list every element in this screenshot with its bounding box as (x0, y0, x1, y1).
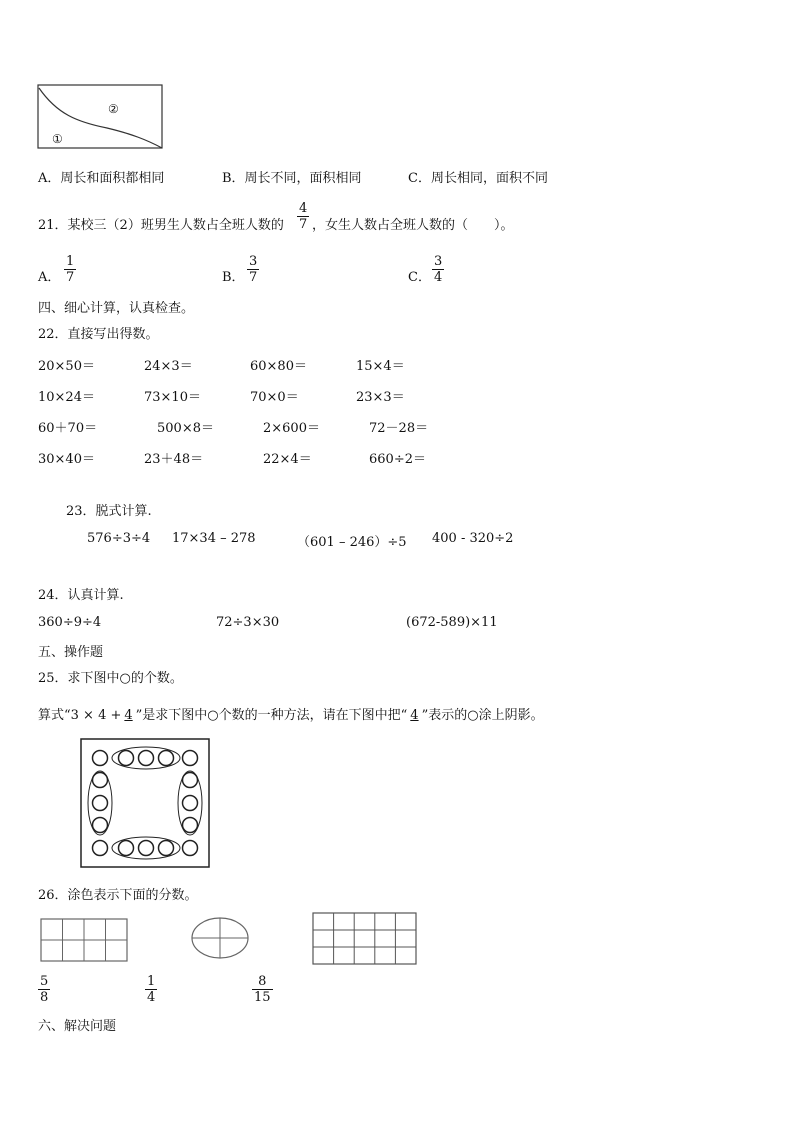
q22-item: 24×3＝ (144, 359, 193, 374)
q22-item: 20×50＝ (38, 359, 95, 374)
q22-item: 2×600＝ (263, 421, 320, 436)
q22-item: 23＋48＝ (144, 452, 204, 467)
q21-option-a-fraction (64, 254, 76, 285)
q22-title: 22．直接写出得数。 (38, 327, 159, 342)
q21-option-b-label: B． (222, 270, 245, 285)
q26-title: 26．涂色表示下面的分数。 (38, 888, 198, 903)
q20-region-2-label: ② (108, 102, 119, 116)
q22-item: 60＋70＝ (38, 421, 98, 436)
q20-option-b: B．周长不同，面积相同 (222, 171, 362, 186)
q23-item: 17×34 – 278 (172, 531, 256, 546)
q21-stem-fraction (297, 201, 309, 232)
q25-underlined-value: 4 (124, 708, 133, 723)
q22-item: 10×24＝ (38, 390, 95, 405)
fraction-numerator: 1 (66, 254, 75, 269)
q25-instruction-part: ”表示的○涂上阴影。 (421, 708, 544, 723)
q26-fraction-c (252, 974, 273, 1005)
q26-grid-eighths[interactable] (40, 918, 128, 962)
q24-item: 72÷3×30 (216, 615, 280, 630)
q24-item: 360÷9÷4 (38, 615, 102, 630)
fraction-denominator: 4 (434, 270, 443, 285)
q25-underlined-value: 4 (410, 708, 419, 723)
q23-title: 23．脱式计算. (66, 504, 152, 519)
q22-item: 70×0＝ (250, 390, 299, 405)
fraction-denominator: 7 (299, 217, 308, 232)
q22-item: 23×3＝ (356, 390, 405, 405)
fraction-numerator: 4 (299, 201, 308, 216)
q23-item: （601 – 246）÷5 (297, 535, 407, 550)
q21-option-c-fraction (432, 254, 444, 285)
q25-instruction (38, 704, 544, 723)
fraction-denominator: 8 (40, 990, 49, 1005)
q21-stem-after: ，女生人数占全班人数的（ ）。 (312, 218, 514, 233)
q22-item: 15×4＝ (356, 359, 405, 374)
q22-item: 30×40＝ (38, 452, 95, 467)
q22-item: 500×8＝ (157, 421, 214, 436)
fraction-denominator: 15 (254, 990, 271, 1005)
q21-option-c-label: C． (408, 270, 431, 285)
q20-region-1-label: ① (52, 132, 63, 146)
fraction-numerator: 8 (258, 974, 267, 989)
section-4-heading: 四、细心计算，认真检查。 (38, 301, 195, 316)
q25-instruction-part: ”是求下图中○个数的一种方法，请在下图中把“ (135, 708, 408, 723)
q20-option-c: C．周长相同，面积不同 (408, 171, 548, 186)
q22-item: 60×80＝ (250, 359, 307, 374)
q26-circle-quarters[interactable] (190, 916, 250, 960)
q21-stem-before: 21．某校三（2）班男生人数占全班人数的 (38, 218, 284, 233)
fraction-denominator: 7 (249, 270, 258, 285)
q21-option-a-label: A． (38, 270, 61, 285)
q22-item: 72－28＝ (369, 421, 429, 436)
q25-instruction-part: 算式“3 × 4 + (38, 708, 122, 723)
q24-item: (672-589)×11 (406, 615, 498, 630)
fraction-numerator: 3 (249, 254, 258, 269)
q20-option-a: A．周长和面积都相同 (38, 171, 165, 186)
q24-title: 24．认真计算. (38, 588, 124, 603)
fraction-numerator: 1 (147, 974, 156, 989)
q21-option-b-fraction (247, 254, 259, 285)
q23-item: 576÷3÷4 (87, 531, 151, 546)
q22-item: 73×10＝ (144, 390, 201, 405)
fraction-numerator: 3 (434, 254, 443, 269)
fraction-denominator: 4 (147, 990, 156, 1005)
fraction-numerator: 5 (40, 974, 49, 989)
q23-item: 400 - 320÷2 (432, 531, 514, 546)
q25-title: 25．求下图中○的个数。 (38, 671, 183, 686)
q22-item: 660÷2＝ (369, 452, 426, 467)
section-6-heading: 六、解决问题 (38, 1019, 117, 1034)
q22-item: 22×4＝ (263, 452, 312, 467)
section-5-heading: 五、操作题 (38, 645, 104, 660)
q26-grid-fifteenths[interactable] (312, 912, 418, 966)
q25-circle-figure (80, 738, 212, 870)
fraction-denominator: 7 (66, 270, 75, 285)
q26-fraction-b (145, 974, 157, 1005)
q26-fraction-a (38, 974, 50, 1005)
